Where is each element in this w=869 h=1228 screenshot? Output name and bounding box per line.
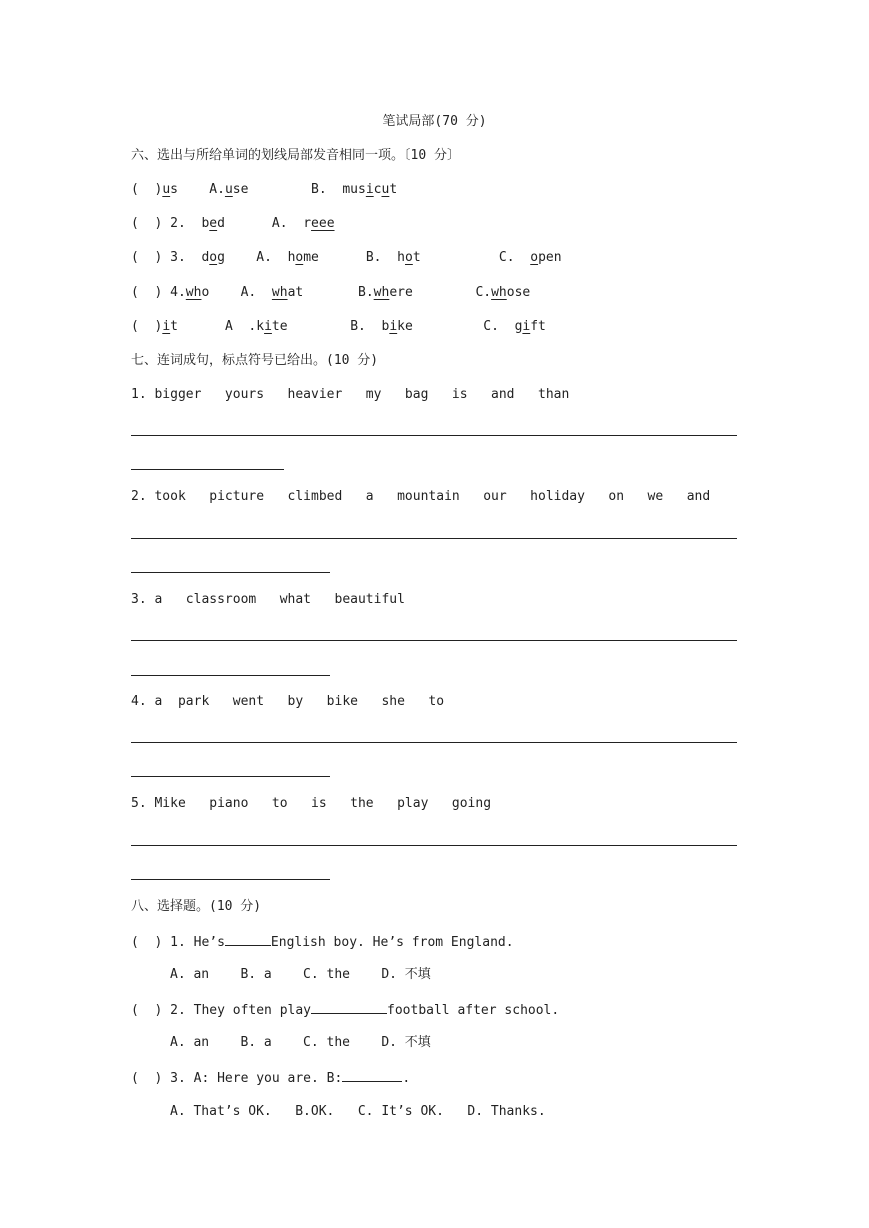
underlined-letters: o <box>530 250 539 265</box>
option-text: pen <box>538 250 562 265</box>
s7-item-2: 2. took picture climbed a mountain our holiday on we and <box>131 489 711 504</box>
section-8-heading: 八、选择题。(10 分) <box>131 899 262 914</box>
question-text: . <box>402 1071 411 1086</box>
answer-paren: ( ) 4. <box>131 285 186 300</box>
answer-line[interactable] <box>131 675 330 676</box>
option-c-label: C. <box>475 285 492 300</box>
option-text: ft <box>530 319 546 334</box>
answer-paren: ( ) <box>131 182 163 197</box>
option-b-label: B. <box>365 250 382 265</box>
word-text: g <box>217 250 225 265</box>
underlined-letters: u <box>381 182 390 197</box>
s7-item-1: 1. bigger yours heavier my bag is and than <box>131 387 570 402</box>
option-b-label: B. <box>358 285 374 300</box>
s8-question-1 <box>131 932 514 952</box>
fill-blank[interactable] <box>225 932 271 946</box>
option-text: b <box>381 319 390 334</box>
underlined-letters: i <box>522 319 531 334</box>
word-text: d <box>201 250 210 265</box>
option-a-label: A. <box>271 216 288 231</box>
option-text: t <box>412 250 421 265</box>
option-text: t <box>389 182 398 197</box>
underlined-letters: i <box>264 319 272 334</box>
answer-line[interactable] <box>131 742 737 743</box>
option-text: h <box>287 250 296 265</box>
underlined-letters: i <box>162 319 171 334</box>
option-b-label: B. <box>311 182 327 197</box>
option-a-label: A. <box>209 182 225 197</box>
underlined-letters: wh <box>271 285 288 300</box>
answer-line[interactable] <box>131 845 737 846</box>
s8-question-1-options: A. an B. a C. the D. 不填 <box>170 967 431 982</box>
option-text: r <box>303 216 312 231</box>
question-text: ( ) 3. A: Here you are. B: <box>131 1071 343 1086</box>
answer-line[interactable] <box>131 572 330 573</box>
answer-line[interactable] <box>131 469 284 470</box>
option-c-label: C. <box>498 250 515 265</box>
answer-paren: ( ) 2. <box>131 216 186 231</box>
s7-item-3: 3. a classroom what beautiful <box>131 592 405 607</box>
option-text: ere <box>389 285 413 300</box>
s6-question-3 <box>131 249 562 267</box>
word-text: t <box>170 319 178 334</box>
option-a-label: A . <box>224 319 257 334</box>
underlined-letters: e <box>209 216 218 231</box>
answer-line[interactable] <box>131 640 737 641</box>
option-text: h <box>397 250 405 265</box>
option-text: se <box>232 182 249 197</box>
s7-item-5: 5. Mike piano to is the play going <box>131 796 492 811</box>
s6-question-5 <box>131 318 546 336</box>
option-text: ose <box>506 285 531 300</box>
s8-question-3-options: A. That’s OK. B.OK. C. It’s OK. D. Thanks. <box>170 1104 546 1119</box>
answer-paren: ( ) 3. <box>131 250 186 265</box>
underlined-letters: o <box>295 250 304 265</box>
underlined-letters: eee <box>311 216 335 231</box>
underlined-letters: i <box>389 319 398 334</box>
option-text: at <box>287 285 304 300</box>
option-text: k <box>256 319 265 334</box>
underlined-letters: u <box>162 182 171 197</box>
underlined-letters: i <box>365 182 374 197</box>
option-text: te <box>271 319 288 334</box>
option-c-label: C. <box>483 319 499 334</box>
s8-question-2-options: A. an B. a C. the D. 不填 <box>170 1035 431 1050</box>
word-text: s <box>170 182 178 197</box>
underlined-letters: wh <box>373 285 390 300</box>
option-a-label: A. <box>240 285 257 300</box>
s7-item-4: 4. a park went by bike she to <box>131 694 445 709</box>
fill-blank[interactable] <box>342 1068 402 1082</box>
question-text: English boy. He’s from England. <box>270 935 514 950</box>
underlined-letters: wh <box>491 285 507 300</box>
option-a-label: A. <box>256 250 272 265</box>
option-text: ke <box>397 319 413 334</box>
s6-question-4 <box>131 284 530 302</box>
answer-line[interactable] <box>131 538 737 539</box>
section-6-heading: 六、选出与所给单词的划线局部发音相同一项。〔10 分〕 <box>131 148 460 163</box>
question-text: ( ) 1. He’s <box>131 935 225 950</box>
answer-paren: ( ) <box>131 319 163 334</box>
option-text: me <box>303 250 319 265</box>
s8-question-3 <box>131 1068 410 1088</box>
option-text: c <box>373 182 382 197</box>
option-b-label: B. <box>350 319 366 334</box>
answer-line[interactable] <box>131 879 330 880</box>
answer-line[interactable] <box>131 776 330 777</box>
underlined-letters: o <box>209 250 218 265</box>
underlined-letters: u <box>224 182 233 197</box>
option-text: mus <box>342 182 366 197</box>
s8-question-2 <box>131 1000 559 1020</box>
question-text: ( ) 2. They often play <box>131 1003 312 1018</box>
option-text: g <box>514 319 523 334</box>
answer-line[interactable] <box>131 435 737 436</box>
section-7-heading: 七、连词成句，标点符号已给出。(10 分) <box>131 353 379 368</box>
underlined-letters: wh <box>185 285 202 300</box>
s6-question-2 <box>131 215 335 233</box>
question-text: football after school. <box>387 1003 560 1018</box>
word-text: d <box>217 216 225 231</box>
fill-blank[interactable] <box>311 1000 387 1014</box>
word-text: o <box>201 285 210 300</box>
word-text: b <box>201 216 210 231</box>
page-title: 笔试局部(70 分) <box>382 114 487 129</box>
underlined-letters: o <box>404 250 413 265</box>
s6-question-1 <box>131 181 397 199</box>
